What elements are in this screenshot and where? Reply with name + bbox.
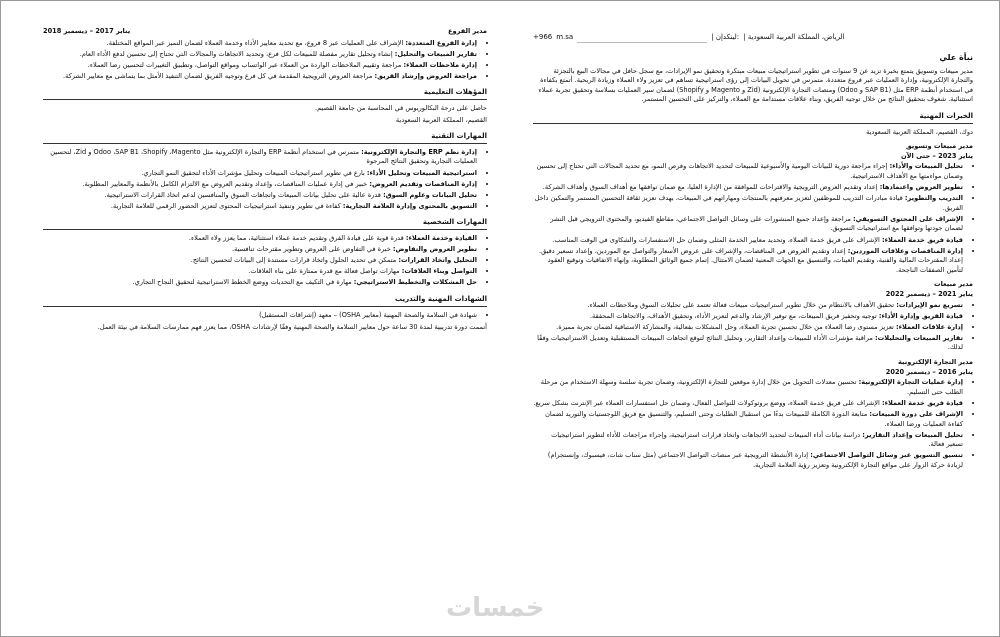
bullet-text: خبرة في التفاوض على العروض وتطوير مقترحات تنافسية. (231, 245, 393, 254)
personal-skills-heading: المهارات الشخصية (43, 218, 487, 230)
bullet-item (533, 378, 963, 397)
linkedin-label: | لينكدإن: (711, 33, 740, 41)
bullet-label: التدريب والتطوير: (904, 194, 963, 203)
experience-heading: الخبرات المهنية (533, 112, 973, 124)
bullet-item (43, 72, 477, 82)
bullet-text: الإشراف على العمليات عبر 8 فروع، مع تحديد معايير الأداء وخدمة العملاء لضمان التميز عبر المواقع المختلفة. (106, 38, 406, 47)
email-tail: m.sa (556, 33, 574, 41)
bullet-item (43, 39, 477, 49)
tech-skills-list (43, 148, 487, 212)
bullet-label: إدارة الفروع المتعددة: (405, 38, 477, 47)
bullet-label: تنسيق التسويق عبر وسائل التواصل الاجتماعي: (810, 451, 963, 460)
education-heading: المؤهلات التعليمية (43, 88, 487, 100)
bullet-text: مراجعة العروض الترويجية المقدمة في كل فرع وتوجيه الفريق لضمان التنفيذ الأمثل بما يتماشى مع معايير الشركة. (63, 71, 375, 80)
bullet-item (43, 234, 477, 244)
job-header (43, 27, 487, 37)
bullet-label: الإشراف على دورة المبيعات: (869, 410, 963, 418)
contact-line (533, 33, 973, 43)
bullet-text: إعداد وتقديم العروض الترويجية والاقتراحات للموافقة من الإدارة العليا، مع ضمان توافقها مع أهداف السوق وأهداف الشركة. (542, 183, 880, 192)
certs-list (43, 311, 487, 321)
bullet-text: إدارة الأنشطة الترويجية عبر منصات التواصل الاجتماعي (مثل سناب شات، فيسبوك، وإنستجرام) لزيادة حركة الزوار على مواقع التجارة الإلكترونية وتعزيز رؤية العلامة التجارية. (547, 451, 963, 469)
bullet-label: حل المشكلات والتخطيط الاستراتيجي: (353, 278, 477, 287)
education-location: القصيم، المملكة العربية السعودية (395, 115, 487, 124)
location-text: | الرياض، المملكة العربية السعودية (743, 33, 845, 41)
bullet-text: دراسة بيانات أداء المبيعات لتحديد الاتجاهات واتخاذ قرارات استراتيجية، وإجراء مراجعات للأداء لتطوير استراتيجيات تسعير فعالة. (551, 430, 963, 449)
bullet-item (533, 334, 963, 353)
bullet-item (533, 431, 963, 450)
company-line: دوك، القصيم، المملكة العربية السعودية (866, 127, 973, 136)
bullet-item (533, 301, 963, 311)
bullet-item (43, 50, 477, 60)
bullet-item (43, 245, 477, 255)
bullet-label: إدارة المناقصات وعلاقات الموردين: (847, 246, 963, 255)
bullet-text: مراقبة مؤشرات الأداء للمبيعات وإعداد التقارير، وتحليل النتائج لتوقع اتجاهات المبيعات المستقبلية وتعديل الاستراتيجيات وفقًا لذلك. (537, 333, 963, 352)
job-title: مدير التجارة الإلكترونية (898, 358, 973, 367)
bullet-text: تحقيق الأهداف بالانتظام من خلال تطوير استراتيجيات مبيعات فعالة تعتمد على تحليلات السوق وملاحظات العملاء. (587, 300, 897, 309)
education-degree: حاصل على درجة البكالوريوس في المحاسبة من جامعة القصيم. (314, 104, 487, 113)
bullet-item (43, 311, 477, 321)
bullet-label: تسريع نمو الإيرادات: (896, 300, 963, 309)
phone-prefix: +966 (533, 33, 553, 41)
job-dates: يناير 2016 – ديسمبر 2020 (885, 367, 973, 376)
bullet-text: متمرس في استخدام أنظمة ERP والتجارة الإلكترونية مثل Odoo ،SAP B1 ،Shopify ،Magento و Zid، لتحسين العمليات التجارية وتحقيق النتائج المرجوة (50, 147, 477, 166)
bullet-item (43, 267, 477, 277)
bullet-label: استراتيجية المبيعات وتحليل الأداء: (366, 168, 477, 177)
bullet-item (533, 399, 963, 409)
bullet-text: مهارة في التكيف مع التحديات ووضع الخطط الاستراتيجية لتحقيق النجاح التجاري. (132, 278, 354, 287)
bullet-label: إدارة المناقصات وتقديم العروض: (369, 179, 477, 188)
bullet-label: القيادة وخدمة العملاء: (405, 234, 477, 242)
bullet-label: التواصل وبناء العلاقات: (401, 267, 477, 276)
bullet-text: بارع في تطوير استراتيجيات المبيعات وتحليل مؤشرات الأداء لتحقيق النمو التجاري. (141, 168, 367, 177)
bullet-label: إدارة علاقات العملاء: (895, 322, 963, 331)
bullet-text: قيادة مبادرات التدريب للموظفين لتعزيز معرفتهم بالمنتجات ومهاراتهم في المبيعات، بهدف تعزيز ثقافة التحسين المستمر والتمكين داخل الفريق. (534, 194, 963, 212)
redacted-contact (577, 33, 707, 43)
bullet-text: تحسين معدلات التحويل من خلال إدارة موقعين للتجارة الإلكترونية، وضمان تجربة سلسة وسهلة الاستخدام من مرحلة الطلب حتى التسليم. (540, 378, 963, 396)
job-bullets (43, 39, 487, 82)
bullet-item (533, 247, 963, 276)
bullet-text: الإشراف على فريق خدمة العملاء، وتحديد معايير الخدمة المثلى وضمان حل الاستفسارات والشكاوى في الوقت المناسب. (552, 235, 882, 244)
bullet-item (533, 194, 963, 213)
bullet-text: خبير في إدارة عمليات المناقصات، وإعداد وتقديم العروض مع الالتزام الكامل بالأنظمة والمعايير المطلوبة. (82, 179, 370, 188)
bullet-label: تحليل المبيعات وإعداد التقارير: (862, 430, 963, 439)
profile-summary: مدير مبيعات وتسويق يتمتع بخبرة تزيد عن 9 سنوات في تطوير استراتيجيات مبيعات مبتكرة وتحقيق نمو الإيرادات، مع سجل حافل في مجالات البيع بالتجزئة والتجارة الإلكترونية، وإدارة العمليات عبر فروع متعددة. متمرس في تحويل البيانات إلى رؤى استراتيجية تساهم في تعزيز ولاء العملاء وزيادة الربحية. أتمتع بكفاءة في استخدام أنظمة ERP مثل (SAP B1 و Odoo) ومنصات التجارة الإلكترونية (Zid و Magento و Shopify) لضمان سير العمليات بسلاسة وتحقيق تجربة عملاء استثنائية. شغوف بتحقيق النتائج من خلال توجيه الفريق، وبناء علاقات مستدامة مع العملاء، والتركيز على التحسين المستمر. (538, 66, 973, 104)
personal-skills-list (43, 234, 487, 288)
job-bullets (533, 162, 973, 275)
bullet-item (533, 410, 963, 429)
bullet-text: إنشاء وتحليل تقارير مفصلة للمبيعات لكل فرع، وتحديد الاتجاهات والمجالات التي تحتاج إلى تحسين لدفع الأداء العام. (79, 49, 395, 58)
bullet-label: قيادة الفريق وإدارة الأداء: (878, 311, 963, 320)
bullet-item (43, 180, 477, 190)
bullet-item (43, 169, 477, 179)
bullet-label: إدارة عمليات التجارة الإلكترونية: (858, 378, 963, 387)
bullet-text: مراجعة وإعداد جميع المنشورات على وسائل التواصل الاجتماعي، مقاطع الفيديو، والمحتوى الترويجي قبل النشر لضمان جودتها وتوافقها مع استراتيجيات التسويق. (550, 214, 963, 233)
bullet-label: تحليل البيانات وعلوم السوق: (383, 190, 477, 199)
job-dates: يناير 2023 – حتى الآن (901, 151, 973, 160)
bullet-item (43, 191, 477, 201)
job-dates: يناير 2021 – ديسمبر 2022 (885, 289, 973, 298)
bullet-text: متابعة الدورة الكاملة للمبيعات بدءًا من استقبال الطلبات وحتى التسليم، والتنسيق مع فريق اللوجستيات والتوريد لضمان كفاءة العمليات ورضا العملاء. (545, 410, 963, 428)
bullet-label: إدارة ملاحظات العملاء: (403, 60, 477, 69)
bullet-item (533, 215, 963, 234)
bullet-text: شهادة في السلامة والصحة المهنية (معايير OSHA) – معهد (إشراقات المستقبل) (259, 310, 477, 319)
certs-heading: الشهادات المهنية والتدريب (43, 295, 487, 307)
certs-note: أتممت دورة تدريبية لمدة 30 ساعة حول معايير السلامة والصحة المهنية وفقًا لإرشادات OSHA، مما يعزز فهم ممارسات السلامة في بيئة العمل. (97, 323, 487, 332)
bullet-item (533, 183, 963, 193)
right-column (533, 27, 973, 474)
bullet-text: إجراء مراجعة دورية للبيانات اليومية والأسبوعية للمبيعات لتحديد الاتجاهات وفرص النمو، مع تحديد المجالات التي تحتاج إلى تحسين وضمان مواءمتها مع الأهداف الاستراتيجية. (536, 162, 963, 180)
bullet-label: قيادة فريق خدمة العملاء: (881, 235, 963, 244)
bullet-item (43, 256, 477, 266)
bullet-text: متمكن في تحديد الحلول واتخاذ قرارات مستندة إلى البيانات لتحسين النتائج. (190, 256, 399, 265)
bullet-item (43, 148, 477, 167)
candidate-name: نبأة علي (939, 53, 973, 62)
bullet-label: تطوير العروض والتفاوض: (392, 245, 477, 254)
left-column (43, 27, 487, 333)
watermark-logo: خمسات (446, 593, 545, 623)
bullet-text: كفاءة في تطوير وتنفيذ استراتيجيات المحتوى لتعزيز الحضور الرقمي للعلامة التجارية. (110, 201, 343, 210)
bullet-label: مراجعة العروض وإرشاد الفريق: (374, 71, 477, 80)
bullet-label: تقارير المبيعات والتحليل: (394, 49, 477, 58)
tech-skills-heading: المهارات التقنية (43, 132, 487, 144)
bullet-text: تعزيز مستوى رضا العملاء من خلال تحسين تجربة العملاء، وحل المشكلات بفعالية، والمشاركة الاستباقية لضمان تجربة مميزة. (556, 322, 896, 331)
bullet-item (43, 278, 477, 288)
education-block (43, 104, 487, 125)
bullet-label: إدارة نظم ERP والتجارة الإلكترونية: (361, 147, 477, 156)
bullet-label: التسويق بالمحتوى وإدارة العلامة التجارية: (342, 201, 477, 210)
bullet-text: قدرة عالية على تحليل بيانات المبيعات واتجاهات السوق والمنافسين لدعم اتخاذ القرارات الاستراتيجية. (104, 190, 384, 199)
bullet-text: إعداد وتقديم العروض في المناقصات، والإشراف على عروض الأسعار والتواصل مع الموردين، وإعداد تسعير دقيق. إعداد المقترحات المالية والفنية، وتقديم العينات، والتنسيق مع الجهات المعنية لضمان الامتثال. إتمام جميع الوثائق المطلوبة، وإنهاء الاتفاقيات وتوقيع العقود لتأمين الصفقات الناجحة. (539, 246, 963, 274)
job-bullets (533, 378, 973, 470)
bullet-item (43, 61, 477, 71)
bullet-text: مراجعة وتقييم الملاحظات الواردة من العملاء عبر الواتساب ومواقع التواصل، وتطبيق التغييرات لتحسين رضا العملاء. (87, 60, 404, 69)
bullet-label: قيادة فريق خدمة العملاء: (881, 398, 963, 407)
job-title: مدير الفروع (448, 27, 487, 35)
bullet-item (43, 202, 477, 212)
bullet-item (533, 312, 963, 322)
bullet-item (533, 162, 963, 181)
bullet-text: مهارات تواصل فعالة مع قدرة ممتازة على بناء العلاقات. (248, 267, 402, 276)
job-title: مدير مبيعات (933, 280, 973, 289)
bullet-label: الإشراف على المحتوى التسويقي: (852, 214, 963, 223)
bullet-text: قدرة قوية على قيادة الفرق وتقديم خدمة عملاء استثنائية، مما يعزز ولاء العملاء. (188, 234, 406, 242)
bullet-label: تطوير العروض واعتمادها: (879, 183, 963, 192)
job-title: مدير مبيعات وتسويق (905, 142, 973, 151)
bullet-text: توجيه وتحفيز فريق المبيعات، مع توفير الإرشاد والدعم لتعزيز الأداء، وتحقيق الأهداف، والاتجاهات المحققة. (589, 311, 879, 320)
bullet-label: تحليل المبيعات والأداء: (889, 162, 963, 171)
job-bullets (533, 301, 973, 353)
bullet-item (533, 323, 963, 333)
bullet-label: التحليل واتخاذ القرارات: (398, 256, 477, 265)
bullet-label: تقارير المبيعات والتحليلات: (875, 333, 963, 342)
bullet-text: الإشراف على فريق خدمة العملاء، ووضع بروتوكولات للتواصل الفعال، وضمان حل استفسارات العملاء عبر الإنترنت بشكل سريع. (533, 398, 882, 407)
bullet-item (533, 451, 963, 470)
bullet-item (533, 236, 963, 246)
job-dates: يناير 2017 – ديسمبر 2018 (43, 27, 131, 35)
